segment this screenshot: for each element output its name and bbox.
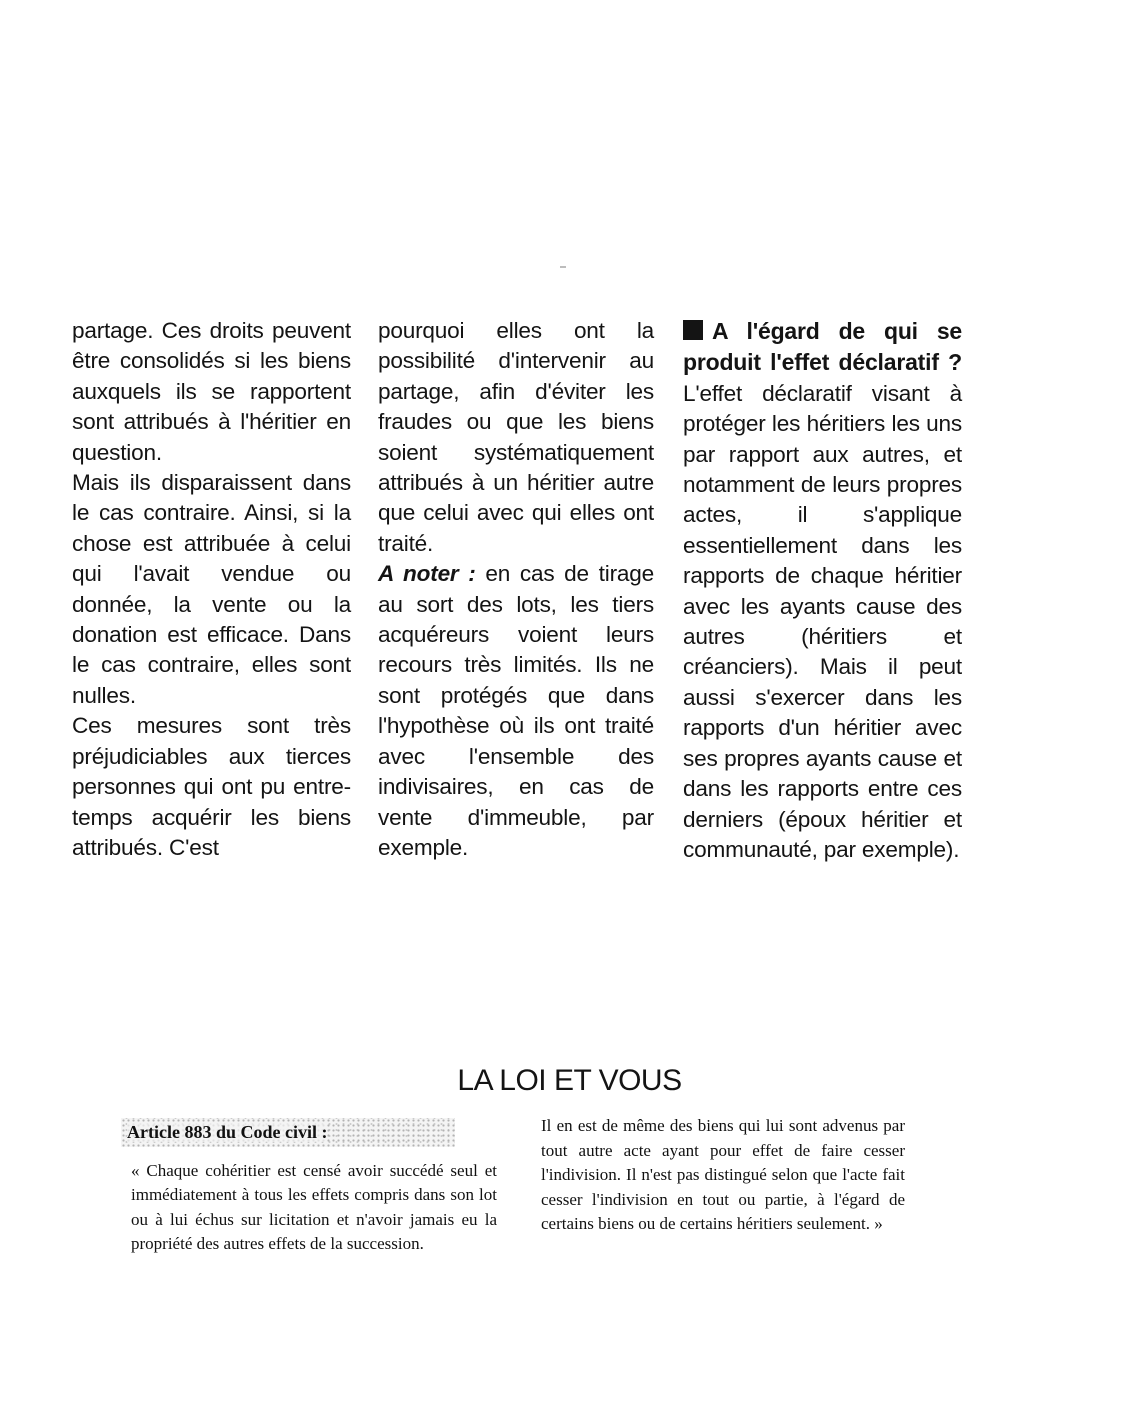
question-answer: L'effet déclaratif visant à protéger les héritiers les uns par rapport aux autres, et notamment de leurs propres actes, il s'applique essentiellement dans les rapports de chaque héritier avec les ayants cause des autres (héritiers et créanciers). Mais il peut aussi s'exercer dans les rapports d'un héritier avec ses propres ayants cause et dans les rapports entre ces derniers (époux héritier et communauté, par exemple). [683,380,962,862]
note-label: A noter : [378,561,476,587]
article-heading [121,1118,455,1147]
paragraph: Ces mesures sont très préjudiciables aux tierces personnes qui ont pu entre-temps acquérir les biens attribués. C'est [72,713,351,860]
paragraph: Mais ils disparaissent dans le cas contraire. Ainsi, si la chose est attribuée à celui qui l'avait vendue ou donnée, la vente ou la donation est efficace. Dans le cas contraire, elles sont nulles. [72,470,351,708]
note-paragraph [378,559,654,863]
section-title: LA LOI ET VOUS [457,1064,682,1097]
paragraph: partage. Ces droits peuvent être consolidés si les biens auxquels ils se rapportent sont attribués à l'héritier en question. [72,318,351,465]
text-column-1 [72,316,351,863]
paragraph: pourquoi elles ont la possibilité d'intervenir au partage, afin d'éviter les fraudes ou que les biens soient systématiquement attribués à un héritier autre que celui avec qui elles ont traité. [378,318,654,556]
note-text: en cas de tirage au sort des lots, les tiers acquéreurs voient leurs recours très limités. Ils ne sont protégés que dans l'hypothèse où ils ont traité avec l'ensemble des indivisaires, en cas de vente d'immeuble, par exemple. [378,561,654,860]
law-quote-left: « Chaque cohéritier est censé avoir succédé seul et immédiatement à tous les effets compris dans son lot ou à lui échus sur licitation et n'avoir jamais eu la propriété des autres effets de la succession. [131,1160,497,1253]
text-column-3 [683,316,962,865]
square-bullet-icon [683,320,703,340]
scan-speck [560,266,566,268]
law-column-right [541,1114,905,1237]
law-column-left [127,1118,497,1257]
question-paragraph [683,316,962,865]
law-quote-right: Il en est de même des biens qui lui sont advenus par tout autre acte ayant pour effet de faire cesser l'indivision. Il n'est pas distingué selon que l'acte fait cesser l'indivision en tout ou partie, à l'égard de certains biens ou de certains héritiers seulement. » [541,1116,905,1233]
question-heading: A l'égard de qui se produit l'effet déclaratif ? [683,318,962,376]
text-column-2 [378,316,654,863]
article-heading-text: Article 883 du Code civil : [127,1122,328,1142]
